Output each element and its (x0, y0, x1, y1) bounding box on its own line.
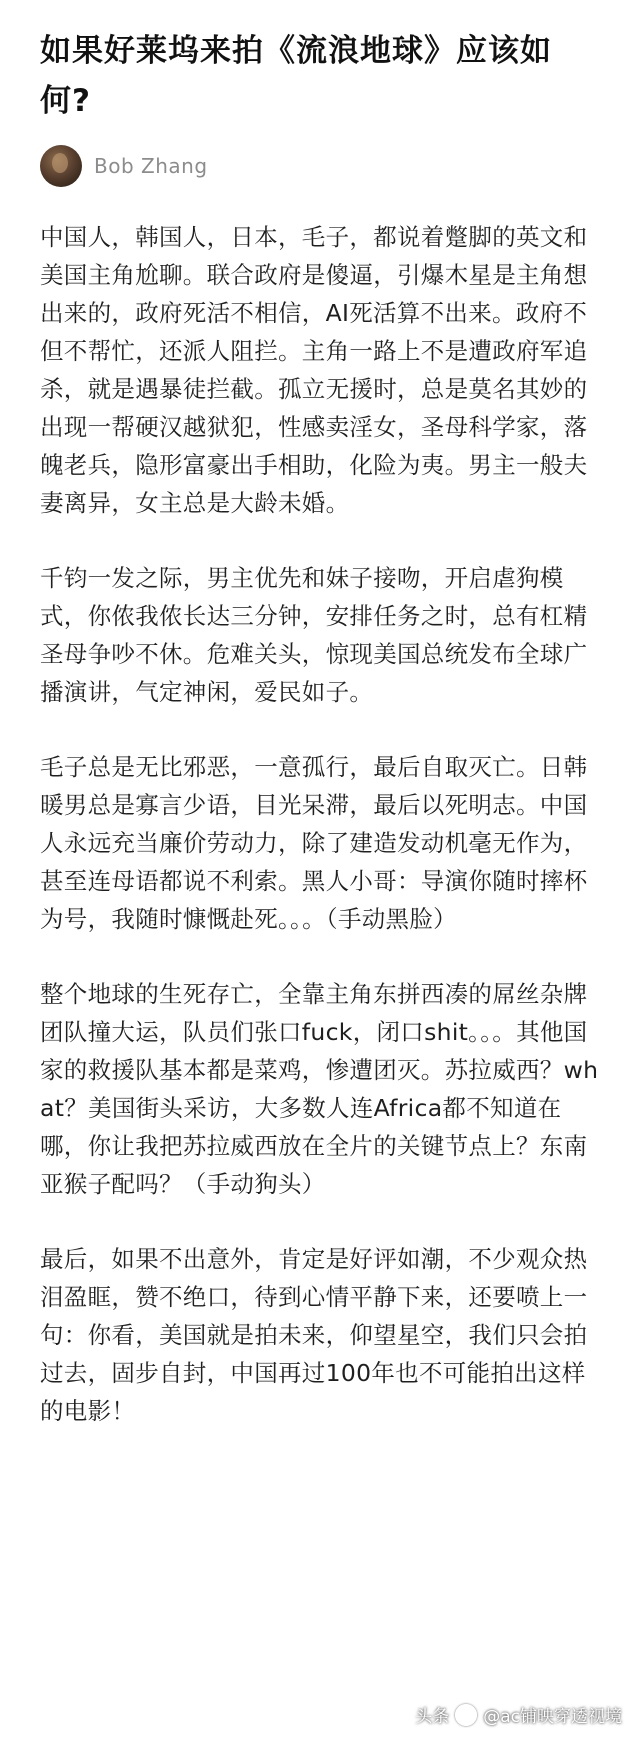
watermark-prefix: 头条 (415, 1707, 450, 1727)
article-paragraph-2: 千钧一发之际，男主优先和妹子接吻，开启虐狗模式，你侬我侬长达三分钟，安排任务之时，总有杠精圣母争吵不休。危难关头，惊现美国总统发布全球广播演讲，气定神闲，爱民如子。 (40, 564, 588, 706)
author-avatar[interactable] (40, 145, 82, 187)
watermark-handle: @ac铺映穿透视境 (483, 1707, 622, 1727)
author-row[interactable] (40, 144, 600, 188)
article-paragraph-4: 整个地球的生死存亡，全靠主角东拼西凑的屌丝杂牌团队撞大运，队员们张口fuck，闭口shit。。。其他国家的救援队基本都是菜鸡，惨遭团灭。苏拉威西？what？美国街头采访，大多数人连Africa都不知道在哪，你让我把苏拉威西放在全片的关键节点上？东南亚猴子配吗？（手动狗头） (40, 980, 599, 1198)
article-paragraph-3: 毛子总是无比邪恶，一意孤行，最后自取灭亡。日韩暖男总是寡言少语，目光呆滞，最后以死明志。中国人永远充当廉价劳动力，除了建造发动机毫无作为，甚至连母语都说不利索。黑人小哥：导演你随时摔杯为号，我随时慷慨赴死。。。（手动黑脸） (40, 753, 588, 933)
author-name[interactable]: Bob Zhang (94, 154, 208, 178)
at-icon (455, 1704, 477, 1726)
article-paragraph-1: 中国人，韩国人，日本，毛子，都说着蹩脚的英文和美国主角尬聊。联合政府是傻逼，引爆木星是主角想出来的，政府死活不相信，AI死活算不出来。政府不但不帮忙，还派人阻拦。主角一路上不是遭政府军追杀，就是遇暴徒拦截。孤立无援时，总是莫名其妙的出现一帮硬汉越狱犯，性感卖淫女，圣母科学家，落魄老兵，隐形富豪出手相助，化险为夷。男主一般夫妻离异，女主总是大龄未婚。 (40, 223, 588, 517)
article-body (40, 218, 600, 1430)
watermark (415, 1702, 622, 1727)
article-title: 如果好莱坞来拍《流浪地球》应该如何? (40, 33, 552, 119)
article-paragraph-5: 最后，如果不出意外，肯定是好评如潮，不少观众热泪盈眶，赞不绝口，待到心情平静下来，还要喷上一句：你看，美国就是拍未来，仰望星空，我们只会拍过去，固步自封，中国再过100年也不可能拍出这样的电影！ (40, 1245, 588, 1425)
